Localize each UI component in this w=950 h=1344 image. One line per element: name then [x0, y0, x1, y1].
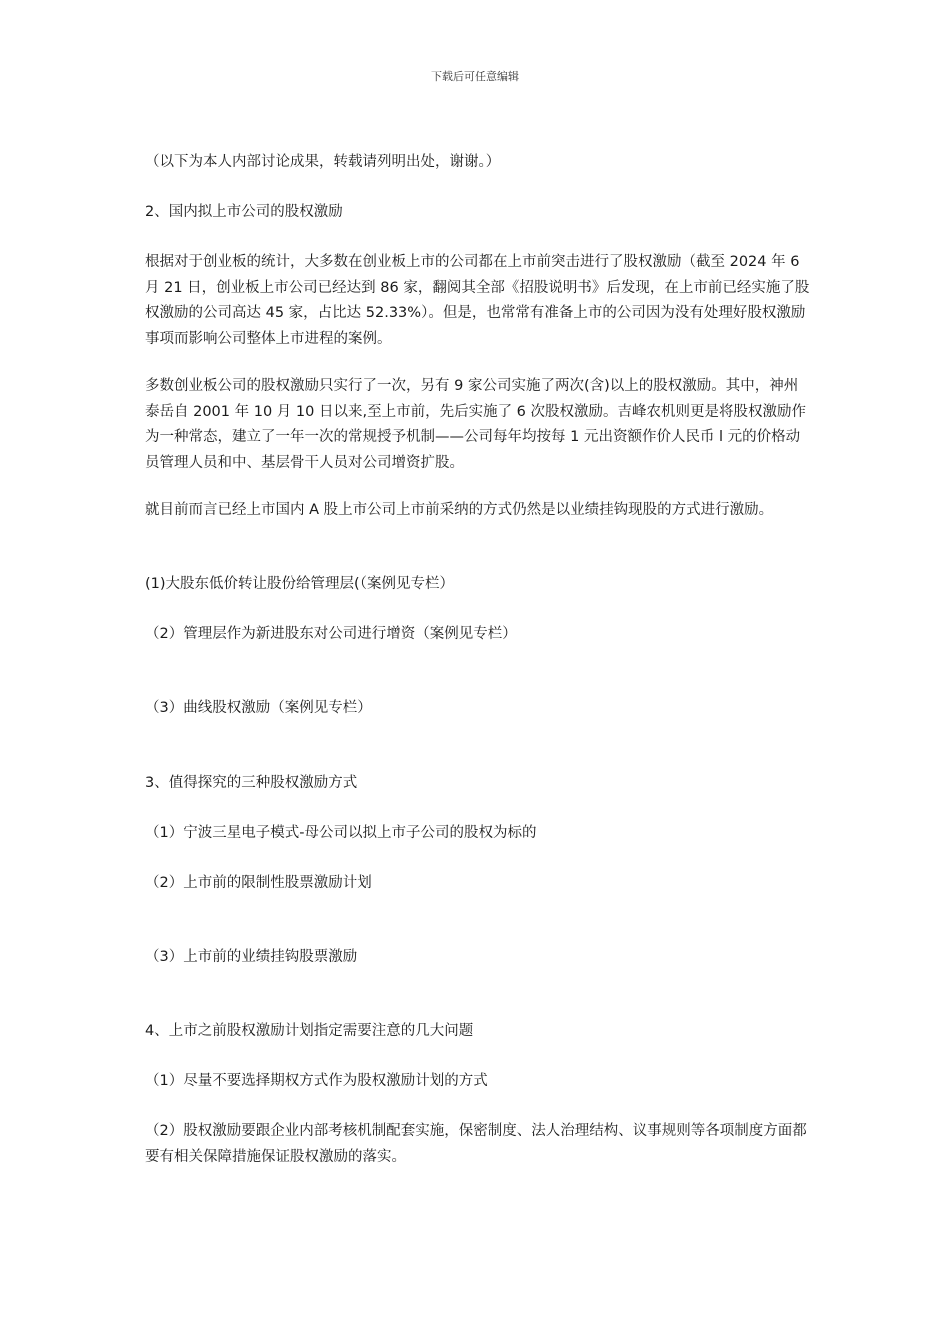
page-header: 下载后可任意编辑	[431, 70, 519, 83]
paragraph-chinext-stats: 根据对于创业板的统计，大多数在创业板上市的公司都在上市前突击进行了股权激励（截至 2024 年 6 月 21 日，创业板上市公司已经达到 86 家，翻阅其全部《招股说明书》后发现，在上市前已经实施了股权激励的公司高达 45 家，占比达 52.33%）。但是，也常常有准备上市的公司因为没有处理好股权激励事项而影响公司整体上市进程的案例。	[145, 254, 810, 347]
list-item-2-3: （3）曲线股权激励（案例见专栏）	[145, 700, 372, 716]
intro-note: （以下为本人内部讨论成果，转载请列明出处，谢谢。）	[145, 154, 501, 170]
paragraph-a-share-method: 就目前而言已经上市国内 A 股上市公司上市前采纳的方式仍然是以业绩挂钩现股的方式进行激励。	[145, 502, 774, 518]
list-item-2-2: （2）管理层作为新进股东对公司进行增资（案例见专栏）	[145, 626, 517, 642]
list-item-2-1: (1)大股东低价转让股份给管理层(（案例见专栏）	[145, 576, 454, 592]
list-item-3-2: （2）上市前的限制性股票激励计划	[145, 875, 372, 891]
paragraph-multiple-incentives: 多数创业板公司的股权激励只实行了一次，另有 9 家公司实施了两次(含)以上的股权激励。其中，神州泰岳自 2001 年 10 月 10 日以来,至上市前，先后实施了 6 次股权激励。吉峰农机则更是将股权激励作为一种常态，建立了一年一次的常规授予机制——公司每年均按每 1 元出资额作价人民币 l 元的价格动员管理人员和中、基层骨干人员对公司增资扩股。	[145, 378, 807, 471]
section-2-heading: 2、国内拟上市公司的股权激励	[145, 204, 343, 220]
section-4-heading: 4、上市之前股权激励计划指定需要注意的几大问题	[145, 1023, 474, 1039]
list-item-4-2: （2）股权激励要跟企业内部考核机制配套实施，保密制度、法人治理结构、议事规则等各项制度方面都要有相关保障措施保证股权激励的落实。	[145, 1123, 807, 1165]
list-item-3-1: （1）宁波三星电子模式-母公司以拟上市子公司的股权为标的	[145, 825, 537, 841]
list-item-3-3: （3）上市前的业绩挂钩股票激励	[145, 949, 358, 965]
section-3-heading: 3、值得探究的三种股权激励方式	[145, 775, 358, 791]
list-item-4-1: （1）尽量不要选择期权方式作为股权激励计划的方式	[145, 1073, 488, 1089]
